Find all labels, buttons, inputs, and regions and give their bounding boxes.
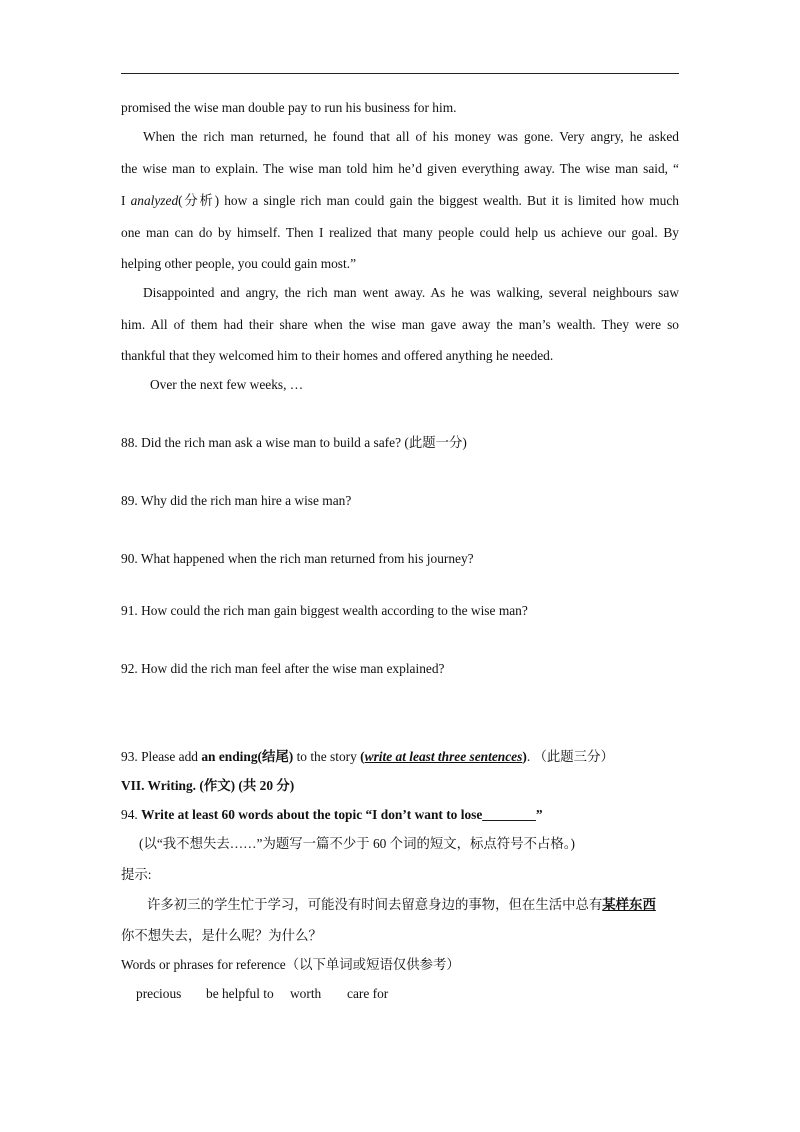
text-run: (分析) how a single rich man could gain the biggest wealth. But it is limited how much xyxy=(178,193,679,208)
hint-label: 提示: xyxy=(121,867,152,882)
story-line: Over the next few weeks, … xyxy=(150,377,304,392)
story-line: him. All of them had their share when the wise man gave away the man’s wealth. They were so xyxy=(121,317,679,332)
bold-text: ( xyxy=(360,749,365,764)
story-line: Disappointed and angry, the rich man went away. As he was walking, several neighbours saw xyxy=(143,285,679,300)
reference-label: Words or phrases for reference（以下单词或短语仅供参考） xyxy=(121,957,460,972)
bold-text: ) xyxy=(522,749,527,764)
question-93 xyxy=(121,748,679,766)
text-run: I xyxy=(121,193,131,208)
story-line: promised the wise man double pay to run his business for him. xyxy=(121,100,457,115)
text-run: 许多初三的学生忙于学习，可能没有时间去留意身边的事物，但在生活中总有 xyxy=(147,897,603,912)
instruction: (以“我不想失去……”为题写一篇不少于 60 个词的短文，标点符号不占格。) xyxy=(139,836,575,851)
text-run: 93. Please add xyxy=(121,749,202,764)
bold-text: an ending(结尾) xyxy=(201,749,294,764)
story-line xyxy=(121,192,679,210)
story-line: thankful that they welcomed him to their homes and offered anything he needed. xyxy=(121,348,554,363)
section-title: VII. Writing. (作文) (共 20 分) xyxy=(121,778,295,793)
underlined-instruction: write at least three sentences xyxy=(364,749,523,764)
question-89: 89. Why did the rich man hire a wise man? xyxy=(121,493,352,508)
question-88: 88. Did the rich man ask a wise man to build a safe? (此题一分) xyxy=(121,435,467,450)
story-line: helping other people, you could gain most.” xyxy=(121,256,357,271)
reference-word: care for xyxy=(347,986,389,1001)
italic-term: analyzed xyxy=(130,193,179,208)
question-92: 92. How did the rich man feel after the wise man explained? xyxy=(121,661,445,676)
hint-text xyxy=(147,896,705,914)
bold-underlined-text: 某样东西 xyxy=(602,897,656,912)
question-91: 91. How could the rich man gain biggest wealth according to the wise man? xyxy=(121,603,528,618)
story-line: one man can do by himself. Then I realized that many people could help us achieve our goal. By xyxy=(121,225,679,240)
question-90: 90. What happened when the rich man returned from his journey? xyxy=(121,551,474,566)
story-line: When the rich man returned, he found that all of his money was gone. Very angry, he asked xyxy=(143,129,679,144)
text-run: to the story xyxy=(293,749,361,764)
question-94 xyxy=(121,806,679,824)
story-line: the wise man to explain. The wise man told him he’d given everything away. The wise man said, “ xyxy=(121,161,679,176)
reference-word: worth xyxy=(290,986,322,1001)
reference-word: be helpful to xyxy=(206,986,274,1001)
hint-text: 你不想失去，是什么呢？为什么？ xyxy=(121,928,322,943)
text-run: 94. xyxy=(121,807,142,822)
text-run: . （此题三分） xyxy=(526,749,614,764)
header-rule xyxy=(121,73,679,74)
reference-word: precious xyxy=(136,986,182,1001)
bold-text: Write at least 60 words about the topic “I don’t want to lose________” xyxy=(141,807,543,822)
